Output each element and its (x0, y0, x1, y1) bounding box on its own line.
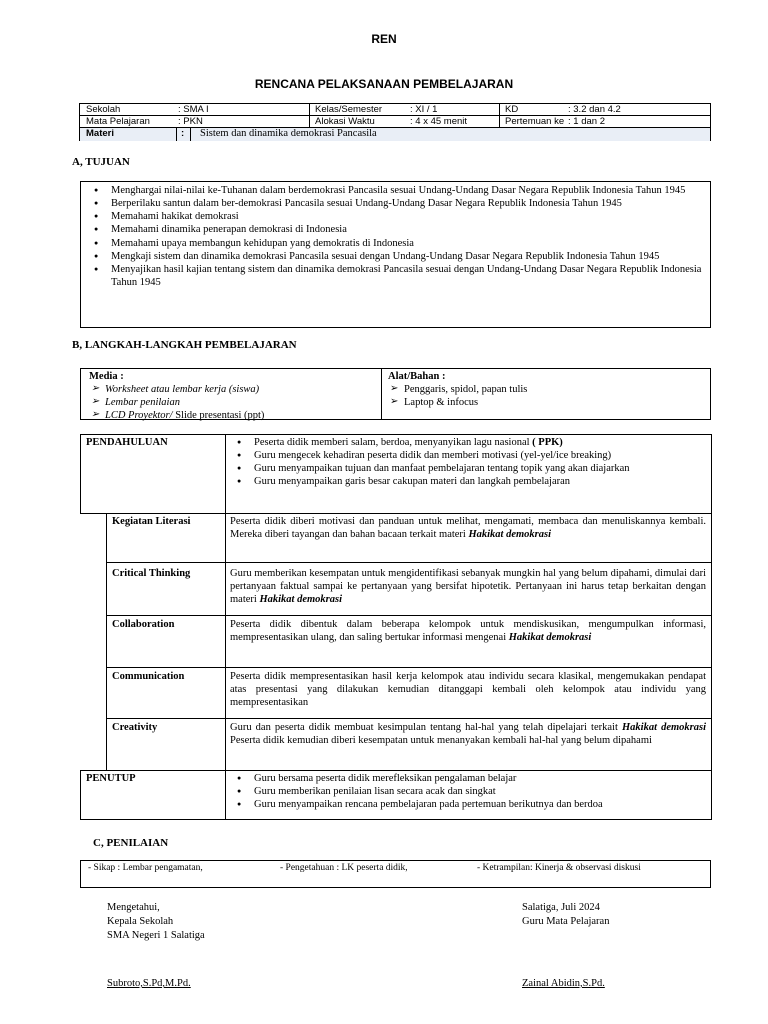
section-tujuan-heading: A, TUJUAN (72, 156, 130, 168)
penilaian-keterampilan: - Ketrampilan: Kinerja & observasi diskusi (477, 863, 641, 873)
penilaian-sikap: - Sikap : Lembar pengamatan, (88, 863, 203, 873)
divider (80, 819, 712, 820)
divider (80, 513, 712, 514)
critical-thinking-label: Critical Thinking (112, 568, 191, 579)
mapel-label: Mata Pelajaran (86, 116, 150, 127)
pendahuluan-item: ● Guru mengecek kehadiran peserta didik dan memberi motivasi (yel-yel/ice breaking) (228, 449, 708, 462)
media-item: ➢ LCD Proyektor/ Slide presentasi (ppt) (89, 409, 379, 422)
penilaian-box (80, 860, 711, 888)
media-item: ➢ Lembar penilaian (89, 396, 379, 409)
tujuan-list (85, 184, 702, 289)
kelas-value: : XI / 1 (410, 104, 438, 115)
penutup-item: ● Guru menyampaikan rencana pembelajaran pada pertemuan berikutnya dan berdoa (228, 798, 708, 811)
divider (225, 513, 226, 771)
divider (106, 513, 107, 771)
divider (106, 562, 712, 563)
creativity-text: Guru dan peserta didik membuat kesimpulan tentang hal-hal yang telah dipelajari terkait Hakikat demokrasi Peserta didik kemudian diberi kesempatan untuk menanyakan kembali hal-hal yang belum dipahami (230, 722, 706, 747)
pendahuluan-cell (228, 436, 708, 489)
materi-row-shade (80, 128, 710, 141)
tujuan-item: ● Memahami upaya membangun kehidupan yang demokratis di Indonesia (85, 237, 702, 250)
teacher-name: Zainal Abidin,S.Pd. (522, 978, 605, 989)
tujuan-item: ● Menyajikan hasil kajian tentang sistem dan dinamika demokrasi Pancasila sesuai dengan Undang-Undang Dasar Negara Republik Indonesia Tahun 1945 (85, 263, 702, 289)
alat-list (388, 383, 698, 409)
penutup-item: ● Guru memberikan penilaian lisan secara acak dan singkat (228, 785, 708, 798)
kelas-label: Kelas/Semester (315, 104, 383, 115)
principal-name: Subroto,S.Pd,M.Pd. (107, 978, 191, 989)
alokasi-value: : 4 x 45 menit (410, 116, 468, 127)
materi-value: Sistem dan dinamika demokrasi Pancasila (200, 128, 377, 139)
media-list (89, 383, 379, 422)
penutup-list (228, 772, 708, 811)
divider (225, 434, 226, 514)
materi-colon: : (181, 128, 185, 139)
literasi-label: Kegiatan Literasi (112, 516, 191, 527)
kd-label: KD (505, 104, 519, 115)
media-item: ➢ Worksheet atau lembar kerja (siswa) (89, 383, 379, 396)
tujuan-item: ● Mengkaji sistem dan dinamika demokrasi Pancasila sesuai dengan Undang-Undang Dasar Negara Republik Indonesia Tahun 1945 (85, 250, 702, 263)
pendahuluan-label: PENDAHULUAN (86, 437, 168, 448)
divider (711, 434, 712, 820)
media-cell (89, 370, 379, 423)
penilaian-pengetahuan: - Pengetahuan : LK peserta didik, (280, 863, 408, 873)
alat-item: ➢ Penggaris, spidol, papan tulis (388, 383, 698, 396)
header-code: REN (371, 32, 397, 46)
tujuan-item: ● Menghargai nilai-nilai ke-Tuhanan dalam berdemokrasi Pancasila sesuai Undang-Undang Dasar Negara Republik Indonesia Tahun 1945 (85, 184, 702, 197)
activities-table (80, 434, 712, 820)
communication-label: Communication (112, 671, 185, 682)
divider (499, 104, 500, 127)
section-penilaian-heading: C, PENILAIAN (93, 837, 169, 849)
divider (190, 128, 191, 141)
pertemuan-value: : 1 dan 2 (568, 116, 605, 127)
media-label: Media : (89, 371, 124, 382)
signature-left-line: SMA Negeri 1 Salatiga (107, 930, 205, 941)
signature-right-line: Salatiga, Juli 2024 (522, 902, 600, 913)
pendahuluan-item: ● Peserta didik memberi salam, berdoa, menyanyikan lagu nasional ( PPK) (228, 436, 708, 449)
pendahuluan-item: ● Guru menyampaikan tujuan dan manfaat pembelajaran tentang topik yang akan diajarkan (228, 462, 708, 475)
media-alat-box (80, 368, 711, 420)
literasi-text: Peserta didik diberi motivasi dan panduan untuk melihat, mengamati, membaca dan menuliskannya kembali. Mereka diberi tayangan dan bahan bacaan terkait materi Hakikat demokrasi (230, 516, 706, 541)
penutup-item: ● Guru bersama peserta didik merefleksikan pengalaman belajar (228, 772, 708, 785)
pendahuluan-item: ● Guru menyampaikan garis besar cakupan materi dan langkah pembelajaran (228, 475, 708, 488)
divider (80, 434, 81, 514)
divider (106, 667, 712, 668)
tujuan-box (80, 181, 711, 328)
collaboration-text: Peserta didik dibentuk dalam beberapa kelompok untuk mendiskusikan, mengumpulkan informasi, mempresentasikan ulang, dan saling bertukar informasi mengenai Hakikat demokrasi (230, 619, 706, 644)
divider (381, 369, 382, 419)
alat-label: Alat/Bahan : (388, 371, 446, 382)
pendahuluan-list (228, 436, 708, 489)
signature-right-line: Guru Mata Pelajaran (522, 916, 610, 927)
divider (80, 434, 712, 435)
divider (176, 128, 177, 141)
communication-text: Peserta didik mempresentasikan hasil kerja kelompok atau individu secara klasikal, mengemukakan pendapat atas presentasi yang dilakukan kemudian ditanggapi kembali oleh kelompok atau individu yang mempresentasikan (230, 671, 706, 709)
signature-left (107, 901, 205, 943)
signature-left-line: Kepala Sekolah (107, 916, 174, 927)
divider (225, 770, 226, 820)
penutup-cell (228, 772, 708, 811)
divider (80, 770, 81, 820)
tujuan-item: ● Berperilaku santun dalam ber-demokrasi Pancasila sesuai Undang-Undang Dasar Negara Republik Indonesia Tahun 1945 (85, 197, 702, 210)
document-title: RENCANA PELAKSANAAN PEMBELAJARAN (254, 77, 514, 91)
signature-left-line: Mengetahui, (107, 902, 160, 913)
alat-item: ➢ Laptop & infocus (388, 396, 698, 409)
collaboration-label: Collaboration (112, 619, 175, 630)
materi-label: Materi (86, 128, 114, 139)
divider (106, 615, 712, 616)
alat-cell (388, 370, 698, 409)
sekolah-value: : SMA I (178, 104, 209, 115)
sekolah-label: Sekolah (86, 104, 121, 115)
kd-value: : 3.2 dan 4.2 (568, 104, 621, 115)
pertemuan-label: Pertemuan ke (505, 116, 565, 127)
divider (80, 770, 712, 771)
tujuan-item: ● Memahami hakikat demokrasi (85, 210, 702, 223)
divider (106, 718, 712, 719)
tujuan-item: ● Memahami dinamika penerapan demokrasi di Indonesia (85, 223, 702, 236)
identity-table (79, 103, 711, 141)
divider (80, 127, 710, 128)
penutup-label: PENUTUP (86, 773, 136, 784)
section-langkah-heading: B, LANGKAH-LANGKAH PEMBELAJARAN (72, 339, 297, 351)
mapel-value: : PKN (178, 116, 203, 127)
alokasi-label: Alokasi Waktu (315, 116, 375, 127)
divider (309, 104, 310, 127)
signature-right (522, 901, 609, 929)
critical-thinking-text: Guru memberikan kesempatan untuk mengidentifikasi sebanyak mungkin hal yang belum dipahami, dimulai dari pertanyaan faktual sampai ke pertanyaan yang bersifat hipotetik. Pertanyaan ini harus tetap berkaitan dengan materi Hakikat demokrasi (230, 568, 706, 606)
creativity-label: Creativity (112, 722, 158, 733)
